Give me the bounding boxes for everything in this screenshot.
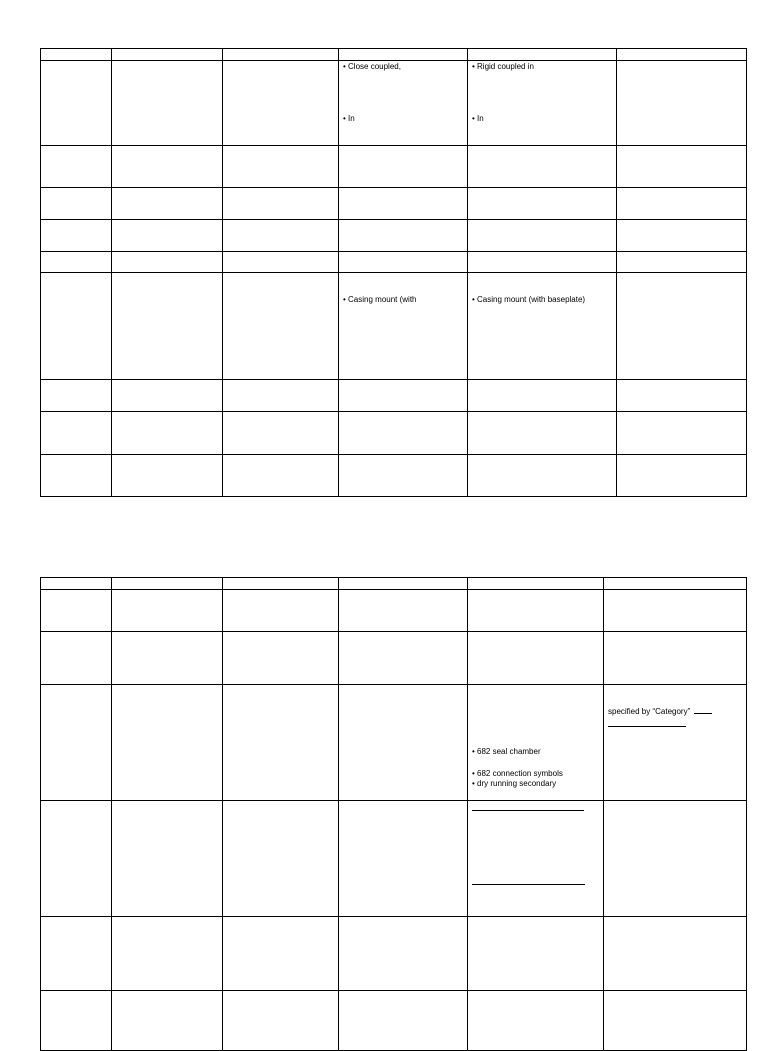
table-cell bbox=[223, 252, 339, 273]
table-cell bbox=[617, 380, 747, 412]
table-cell bbox=[41, 455, 112, 497]
table-cell bbox=[617, 61, 747, 146]
table-cell bbox=[41, 273, 112, 380]
table-cell bbox=[617, 49, 747, 61]
table-cell bbox=[223, 61, 339, 146]
table-cell bbox=[112, 380, 223, 412]
table-cell bbox=[223, 49, 339, 61]
table-cell bbox=[223, 632, 339, 685]
table-cell bbox=[468, 578, 604, 590]
table-cell bbox=[339, 61, 468, 146]
table-cell bbox=[112, 685, 223, 801]
cell-text: • dry running secondary bbox=[472, 779, 557, 788]
table-cell bbox=[41, 49, 112, 61]
table-cell bbox=[223, 412, 339, 455]
table-row bbox=[41, 380, 747, 412]
table-cell bbox=[617, 273, 747, 380]
table-cell bbox=[468, 632, 604, 685]
table-cell bbox=[468, 188, 617, 220]
table-cell bbox=[112, 578, 223, 590]
table-cell bbox=[223, 273, 339, 380]
table-cell bbox=[112, 632, 223, 685]
table-row bbox=[41, 49, 747, 61]
table-cell bbox=[604, 991, 747, 1051]
table-cell bbox=[604, 917, 747, 991]
table-cell bbox=[41, 801, 112, 917]
table-cell bbox=[468, 917, 604, 991]
table-cell bbox=[112, 455, 223, 497]
table-cell bbox=[604, 578, 747, 590]
table-cell bbox=[604, 632, 747, 685]
table-cell bbox=[223, 590, 339, 632]
table-cell bbox=[41, 578, 112, 590]
table-cell bbox=[617, 455, 747, 497]
table-cell bbox=[617, 412, 747, 455]
table-cell bbox=[604, 590, 747, 632]
table-cell bbox=[41, 590, 112, 632]
cell-text: • 682 seal chamber bbox=[472, 747, 541, 756]
table-cell bbox=[339, 380, 468, 412]
cell-text: • Casing mount (with bbox=[343, 295, 417, 304]
table-cell bbox=[41, 991, 112, 1051]
table-cell bbox=[617, 146, 747, 188]
cell-text: • In bbox=[343, 114, 355, 123]
table-cell bbox=[339, 632, 468, 685]
table-row bbox=[41, 917, 747, 991]
table-cell bbox=[112, 49, 223, 61]
spec-table-1 bbox=[40, 48, 747, 497]
table-cell bbox=[468, 146, 617, 188]
table-cell bbox=[468, 455, 617, 497]
table-row bbox=[41, 685, 747, 801]
table-cell bbox=[468, 220, 617, 252]
table-row bbox=[41, 412, 747, 455]
cell-text: • Close coupled, bbox=[343, 62, 401, 71]
table-cell bbox=[223, 220, 339, 252]
table-cell bbox=[339, 220, 468, 252]
table-cell bbox=[339, 578, 468, 590]
table-cell bbox=[468, 412, 617, 455]
table-row bbox=[41, 188, 747, 220]
table-cell bbox=[41, 252, 112, 273]
blank-line bbox=[694, 713, 712, 714]
table-cell bbox=[604, 801, 747, 917]
cell-text: • Rigid coupled in bbox=[472, 62, 534, 71]
table-cell bbox=[468, 685, 604, 801]
cell-text bbox=[608, 707, 712, 717]
table-cell bbox=[41, 61, 112, 146]
table-cell bbox=[339, 590, 468, 632]
category-note: specified by “Category” bbox=[608, 707, 693, 716]
table-cell bbox=[339, 455, 468, 497]
table-cell bbox=[617, 188, 747, 220]
cell-text: • In bbox=[472, 114, 484, 123]
table-row bbox=[41, 252, 747, 273]
blank-line bbox=[608, 726, 686, 727]
table-row bbox=[41, 578, 747, 590]
table-cell bbox=[617, 252, 747, 273]
table-cell bbox=[468, 252, 617, 273]
table-cell bbox=[339, 273, 468, 380]
table-cell bbox=[112, 146, 223, 188]
table-cell bbox=[223, 455, 339, 497]
table-row bbox=[41, 146, 747, 188]
table-cell bbox=[468, 991, 604, 1051]
table-cell bbox=[468, 61, 617, 146]
table-cell bbox=[41, 380, 112, 412]
table-cell bbox=[339, 188, 468, 220]
table-cell bbox=[41, 188, 112, 220]
table-cell bbox=[112, 917, 223, 991]
cell-text: • Casing mount (with baseplate) bbox=[472, 295, 586, 304]
table-cell bbox=[339, 252, 468, 273]
table-cell bbox=[223, 380, 339, 412]
table-row bbox=[41, 220, 747, 252]
table-row bbox=[41, 801, 747, 917]
table-cell bbox=[604, 685, 747, 801]
table-cell bbox=[41, 412, 112, 455]
table-cell bbox=[223, 917, 339, 991]
table-cell bbox=[223, 578, 339, 590]
table-cell bbox=[223, 685, 339, 801]
table-row bbox=[41, 455, 747, 497]
table-cell bbox=[339, 412, 468, 455]
table-row bbox=[41, 273, 747, 380]
table-cell bbox=[41, 685, 112, 801]
table-cell bbox=[112, 412, 223, 455]
table-cell bbox=[339, 917, 468, 991]
table-cell bbox=[339, 49, 468, 61]
table-cell bbox=[112, 801, 223, 917]
table-cell bbox=[223, 801, 339, 917]
table-cell bbox=[339, 991, 468, 1051]
table-cell bbox=[41, 632, 112, 685]
table-cell bbox=[468, 590, 604, 632]
table-cell bbox=[468, 49, 617, 61]
table-cell bbox=[112, 273, 223, 380]
blank-line bbox=[472, 884, 585, 885]
table-row bbox=[41, 590, 747, 632]
table-cell bbox=[468, 801, 604, 917]
table-row bbox=[41, 61, 747, 146]
table-cell bbox=[112, 252, 223, 273]
table-cell bbox=[41, 220, 112, 252]
table-cell bbox=[223, 188, 339, 220]
table-cell bbox=[112, 220, 223, 252]
table-cell bbox=[112, 61, 223, 146]
spec-table-2 bbox=[40, 577, 747, 1051]
cell-text: • 682 connection symbols bbox=[472, 769, 563, 778]
table-cell bbox=[112, 991, 223, 1051]
table-row bbox=[41, 991, 747, 1051]
table-cell bbox=[617, 220, 747, 252]
table-cell bbox=[223, 146, 339, 188]
table-cell bbox=[339, 801, 468, 917]
table-cell bbox=[112, 590, 223, 632]
table-cell bbox=[339, 146, 468, 188]
table-cell bbox=[41, 146, 112, 188]
blank-line bbox=[472, 810, 584, 811]
table-cell bbox=[468, 273, 617, 380]
table-cell bbox=[223, 991, 339, 1051]
table-cell bbox=[112, 188, 223, 220]
table-cell bbox=[468, 380, 617, 412]
table-row bbox=[41, 632, 747, 685]
table-cell bbox=[339, 685, 468, 801]
table-cell bbox=[41, 917, 112, 991]
